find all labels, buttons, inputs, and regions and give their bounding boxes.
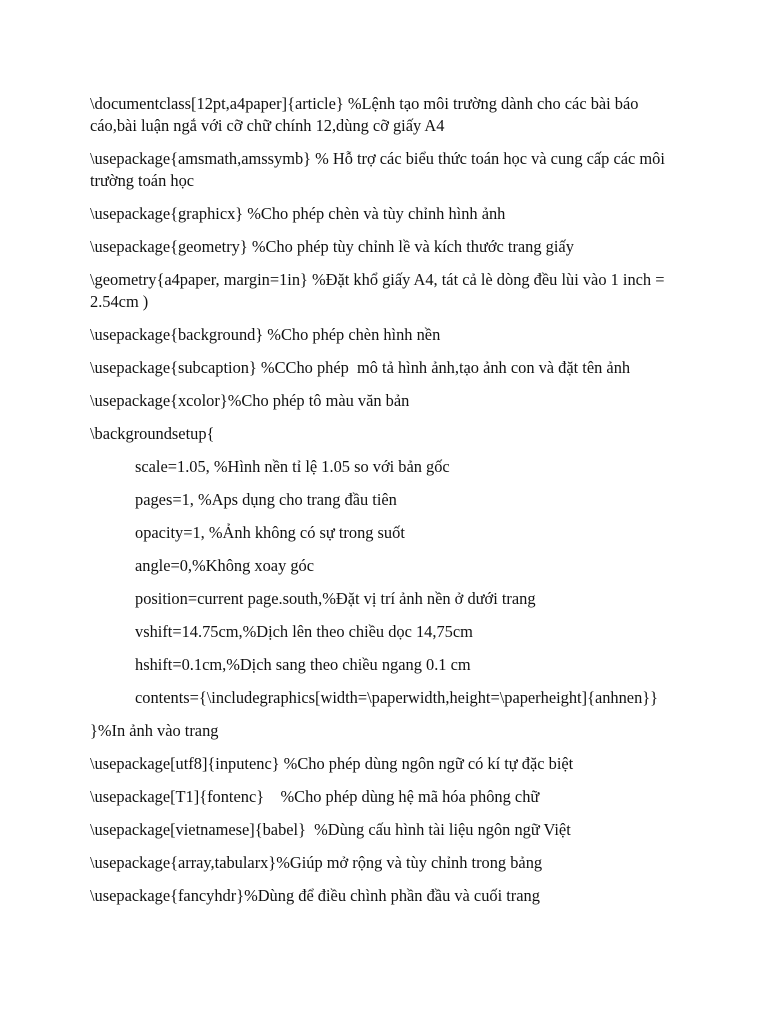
line-usepackage-background: \usepackage{background} %Cho phép chèn hình nền [90, 325, 441, 344]
line-bg-position: position=current page.south,%Đặt vị trí ảnh nền ở dưới trang [135, 589, 536, 608]
line-bg-opacity: opacity=1, %Ảnh không có sự trong suốt [135, 523, 405, 542]
line-usepackage-array: \usepackage{array,tabularx}%Giúp mở rộng và tùy chỉnh trong bảng [90, 853, 543, 872]
line-bg-angle: angle=0,%Không xoay góc [135, 556, 315, 575]
line-usepackage-subcaption: \usepackage{subcaption} %CCho phép mô tả hình ảnh,tạo ảnh con và đặt tên ảnh [90, 358, 631, 377]
line-backgroundsetup-open: \backgroundsetup{ [90, 424, 215, 443]
line-bg-scale: scale=1.05, %Hình nền tỉ lệ 1.05 so với bản gốc [135, 457, 450, 476]
line-usepackage-fancyhdr: \usepackage{fancyhdr}%Dùng để điều chình phần đầu và cuối trang [90, 886, 540, 905]
line-usepackage-babel: \usepackage[vietnamese]{babel} %Dùng cấu hình tài liệu ngôn ngữ Việt [90, 820, 571, 839]
line-bg-pages: pages=1, %Aps dụng cho trang đầu tiên [135, 490, 397, 509]
line-usepackage-fontenc: \usepackage[T1]{fontenc} %Cho phép dùng hệ mã hóa phông chữ [90, 787, 540, 806]
line-bg-hshift: hshift=0.1cm,%Dịch sang theo chiều ngang 0.1 cm [135, 655, 471, 674]
line-usepackage-graphicx: \usepackage{graphicx} %Cho phép chèn và tùy chỉnh hình ảnh [90, 204, 506, 223]
line-bg-vshift: vshift=14.75cm,%Dịch lên theo chiều dọc 14,75cm [135, 622, 473, 641]
line-usepackage-inputenc: \usepackage[utf8]{inputenc} %Cho phép dùng ngôn ngữ có kí tự đặc biệt [90, 754, 574, 773]
line-usepackage-xcolor: \usepackage{xcolor}%Cho phép tô màu văn bản [90, 391, 410, 410]
line-geometry-settings: \geometry{a4paper, margin=1in} %Đặt khổ giấy A4, tát cả lè dòng đều lùi vào 1 inch = 2.54cm ) [90, 270, 669, 311]
line-backgroundsetup-close: }%In ảnh vào trang [90, 721, 219, 740]
line-usepackage-amsmath: \usepackage{amsmath,amssymb} % Hỗ trợ các biểu thức toán học và cung cấp các môi trường toán học [90, 149, 669, 190]
line-usepackage-geometry: \usepackage{geometry} %Cho phép tùy chỉnh lề và kích thước trang giấy [90, 237, 574, 256]
line-documentclass: \documentclass[12pt,a4paper]{article} %Lệnh tạo môi trường dành cho các bài báo cáo,bài luận ngắ với cỡ chữ chính 12,dùng cỡ giấy A4 [90, 94, 643, 135]
line-bg-contents: contents={\includegraphics[width=\paperwidth,height=\paperheight]{anhnen}} [135, 688, 659, 707]
